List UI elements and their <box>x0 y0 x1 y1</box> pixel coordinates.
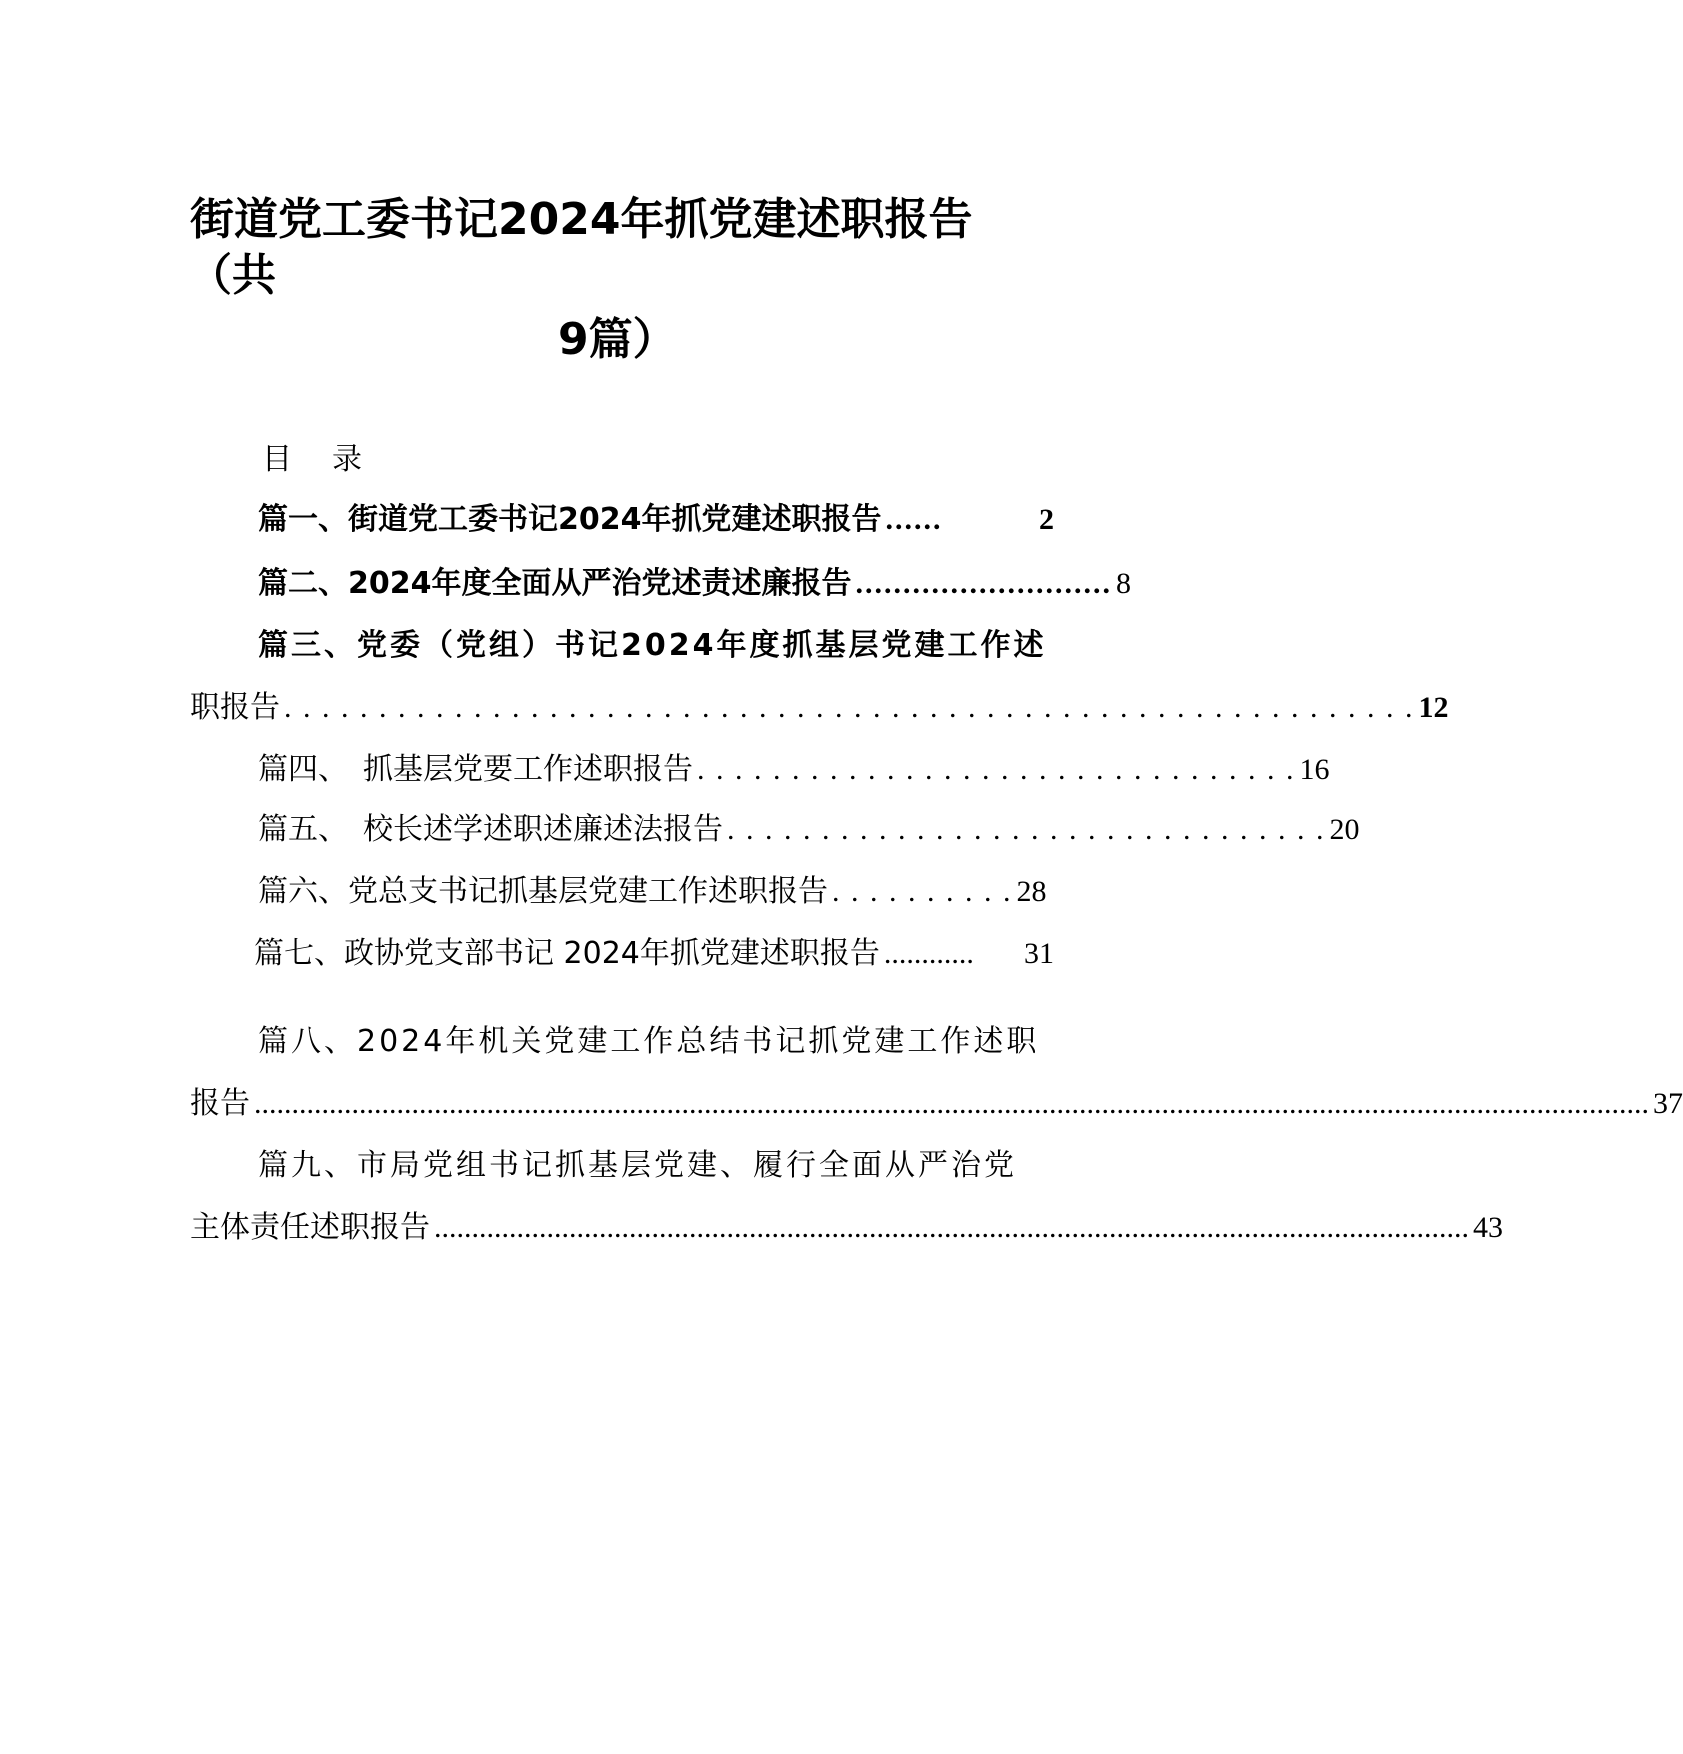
toc-entry-label: 篇五、 校长述学述职述廉述法报告 <box>258 812 723 847</box>
toc-entry-2[interactable] <box>258 564 1131 604</box>
document-title-line-1: 街道党工委书记2024年抓党建述职报告 <box>190 194 973 245</box>
toc-leader-dots: . . . . . . . . . . <box>832 875 1013 908</box>
toc-leader-dots: . . . . . . . . . . . . . . . . . . . . . . . . . . . . . . . . <box>697 753 1296 786</box>
toc-entry-label: 篇四、 抓基层党要工作述职报告 <box>258 752 693 787</box>
toc-leader-dots: ............ <box>883 937 974 970</box>
toc-leader-dots: . . . . . . . . . . . . . . . . . . . . . . . . . . . . . . . . . . . . . . . . . . . . . . . . . . . . . . . . . . . . <box>284 691 1415 724</box>
toc-entry-page: 8 <box>1116 567 1131 600</box>
toc-entry-label: 篇七、政协党支部书记 2024年抓党建述职报告 <box>254 936 880 971</box>
toc-entry-9-line-1[interactable]: 篇九、市局党组书记抓基层党建、履行全面从严治党 <box>258 1148 1017 1183</box>
toc-heading-char-1: 目 <box>262 442 292 477</box>
toc-entry-7[interactable] <box>254 934 1054 974</box>
toc-entry-page: 31 <box>1024 937 1054 970</box>
document-title-line-3: 9篇） <box>558 314 677 365</box>
toc-entry-label: 报告 <box>190 1086 250 1121</box>
toc-leader-dots: ........................... <box>855 567 1112 600</box>
toc-entry-page: 28 <box>1016 875 1047 908</box>
toc-leader-dots: .......................................................................................................................................................................................... <box>254 1087 1649 1120</box>
toc-entry-3-line-2[interactable] <box>190 688 1449 728</box>
toc-heading-char-2: 录 <box>332 442 362 477</box>
toc-entry-8-line-1[interactable]: 篇八、2024年机关党建工作总结书记抓党建工作述职 <box>258 1024 1040 1059</box>
toc-entry-page: 37 <box>1653 1087 1683 1120</box>
toc-entry-8-line-2[interactable] <box>190 1084 1683 1124</box>
toc-leader-dots: ...... <box>885 503 943 536</box>
toc-entry-3-line-1[interactable]: 篇三、党委（党组）书记2024年度抓基层党建工作述 <box>258 628 1047 663</box>
toc-entry-label: 篇二、2024年度全面从严治党述责述廉报告 <box>258 566 852 601</box>
toc-entry-label: 篇一、街道党工委书记2024年抓党建述职报告 <box>258 502 882 537</box>
toc-entry-6[interactable] <box>258 872 1047 912</box>
toc-leader-dots: .......................................................................................................................................... <box>434 1211 1469 1244</box>
toc-entry-page: 2 <box>1039 503 1054 536</box>
toc-entry-page: 43 <box>1473 1211 1503 1244</box>
toc-entry-page: 16 <box>1299 753 1330 786</box>
toc-entry-label: 职报告 <box>190 690 280 725</box>
document-title-line-2: （共 <box>188 250 276 301</box>
toc-heading <box>262 440 362 480</box>
toc-entry-1[interactable] <box>258 500 1054 540</box>
toc-entry-label: 篇六、党总支书记抓基层党建工作述职报告 <box>258 874 828 909</box>
toc-entry-label: 主体责任述职报告 <box>190 1210 430 1245</box>
toc-entry-4[interactable] <box>258 750 1330 790</box>
toc-entry-page: 20 <box>1329 813 1360 846</box>
toc-leader-dots: . . . . . . . . . . . . . . . . . . . . . . . . . . . . . . . . <box>727 813 1326 846</box>
toc-entry-5[interactable] <box>258 810 1360 850</box>
toc-entry-9-line-2[interactable] <box>190 1208 1503 1248</box>
toc-entry-page: 12 <box>1418 691 1449 724</box>
